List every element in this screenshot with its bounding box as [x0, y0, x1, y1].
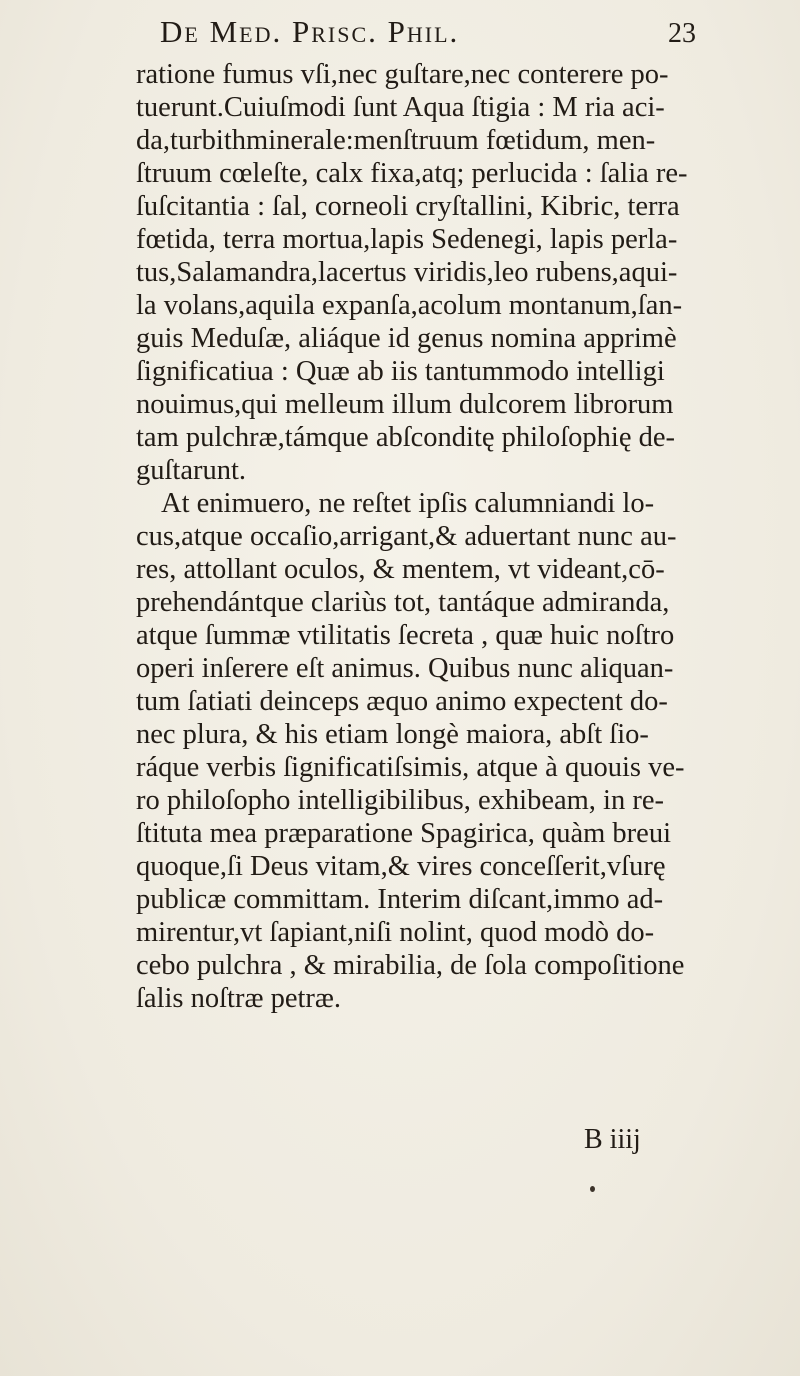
running-head — [160, 14, 630, 50]
text-line: ro philoſopho intelligibilibus, exhibeam, in re- — [136, 785, 664, 816]
text-line: da,turbithminerale:menſtruum fœtidum, men- — [136, 125, 656, 156]
text-line: ſtituta mea præparatione Spagirica, quàm breui — [136, 818, 671, 849]
text-line: ráque verbis ſignificatiſsimis, atque à quouis ve- — [136, 752, 685, 783]
text-line: quoque,ſi Deus vitam,& vires conceſſerit,vſurę — [136, 851, 666, 882]
text-line: nouimus,qui melleum illum dulcorem librorum — [136, 389, 674, 420]
body-text — [136, 58, 776, 1015]
text-line: res, attollant oculos, & mentem, vt videant,cō- — [136, 554, 665, 585]
text-line: ratione fumus vſi,nec guſtare,nec conterere po- — [136, 59, 669, 90]
text-line: publicæ committam. Interim diſcant,immo ad- — [136, 884, 664, 915]
text-line: ſalis noſtræ petræ. — [136, 983, 342, 1014]
text-line: tuerunt.Cuiuſmodi ſunt Aqua ſtigia : M ria aci- — [136, 92, 665, 123]
text-line: ſuſcitantia : ſal, corneoli cryſtallini, Kibric, terra — [136, 191, 680, 222]
text-line: guis Meduſæ, aliáque id genus nomina apprimè — [136, 323, 677, 354]
text-line: la volans,aquila expanſa,acolum montanum,ſan- — [136, 290, 683, 321]
ink-speck — [590, 1186, 595, 1192]
text-line: tam pulchræ,támque abſconditę philoſophię de- — [136, 422, 675, 453]
text-line: cus,atque occaſio,arrigant,& aduertant nunc au- — [136, 521, 677, 552]
text-line: atque ſummæ vtilitatis ſecreta , quæ huic noſtro — [136, 620, 675, 651]
text-line: prehendántque clariùs tot, tantáque admiranda, — [136, 587, 670, 618]
text-line: mirentur,vt ſapiant,niſi nolint, quod modò do- — [136, 917, 655, 948]
signature-mark: B iiij — [584, 1124, 641, 1155]
text-line: ſignificatiua : Quæ ab iis tantummodo intelligi — [136, 356, 665, 387]
text-line: fœtida, terra mortua,lapis Sedenegi, lapis perla- — [136, 224, 678, 255]
text-line: tus,Salamandra,lacertus viridis,leo rubens,aqui- — [136, 257, 678, 288]
page-number: 23 — [668, 18, 696, 49]
text-line: guſtarunt. — [136, 455, 247, 486]
text-line: ſtruum cœleſte, calx fixa,atq; perlucida : ſalia re- — [136, 158, 688, 189]
text-line: cebo pulchra , & mirabilia, de ſola compoſitione — [136, 950, 685, 981]
paragraph-2 — [136, 487, 776, 1015]
text-line: operi inſerere eſt animus. Quibus nunc aliquan- — [136, 653, 674, 684]
text-line: nec plura, & his etiam longè maiora, abſt ſio- — [136, 719, 649, 750]
text-line: At enimuero, ne reſtet ipſis calumniandi lo- — [161, 488, 655, 519]
paragraph-1 — [136, 58, 776, 487]
text-line: tum ſatiati deinceps æquo animo expectent do- — [136, 686, 668, 717]
running-title: De Med. Prisc. Phil. — [160, 14, 460, 49]
